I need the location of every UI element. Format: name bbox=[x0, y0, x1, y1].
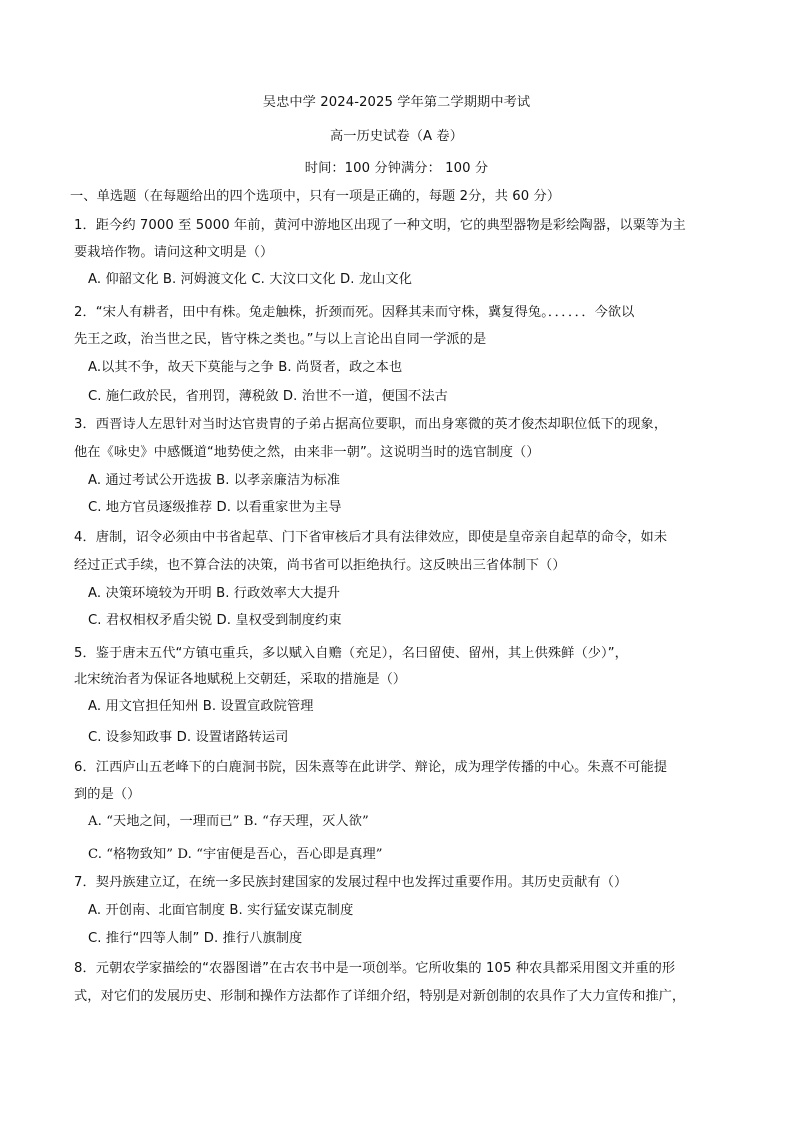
question-6-line-2: 到的是（） bbox=[74, 787, 141, 802]
exam-title: 吴忠中学 2024-2025 学年第二学期期中考试 bbox=[262, 95, 531, 110]
question-3-options-ab: A. 通过考试公开选拔 B. 以孝亲廉洁为标准 bbox=[88, 473, 341, 488]
question-6-line-1: 6．江西庐山五老峰下的白鹿洞书院，因朱熹等在此讲学、辩论，成为理学传播的中心。朱熹不可能提 bbox=[74, 760, 668, 775]
question-6-options-ab: A. “天地之间，一理而已” B. “存天理，灭人欲” bbox=[88, 814, 369, 829]
question-2-line-1: 2．“宋人有耕者，田中有株。兔走触株，折颈而死。因释其耒而守株，冀复得兔。．．．．．．今欲以 bbox=[74, 305, 635, 320]
question-4-options-ab: A. 决策环境较为开明 B. 行政效率大大提升 bbox=[88, 586, 341, 601]
question-1-line-2: 要栽培作物。请问这种文明是（） bbox=[74, 245, 274, 260]
question-5-options-cd: C. 设参知政事 D. 设置诸路转运司 bbox=[88, 730, 289, 745]
question-4-options-cd: C. 君权相权矛盾尖锐 D. 皇权受到制度约束 bbox=[88, 613, 342, 628]
question-8-line-2: 式，对它们的发展历史、形制和操作方法都作了详细介绍，特别是对新创制的农具作了大力宣传和推广， bbox=[74, 989, 686, 1004]
question-5-line-2: 北宋统治者为保证各地赋税上交朝廷，采取的措施是（） bbox=[74, 672, 407, 687]
question-2-options-cd: C. 施仁政於民，省刑罚，薄税敛 D. 治世不一道，便国不法古 bbox=[88, 389, 448, 404]
question-2-options-ab: A.以其不争，故天下莫能与之争 B. 尚贤者，政之本也 bbox=[88, 360, 403, 375]
question-5-line-1: 5．鉴于唐末五代“方镇屯重兵，多以赋入自赡（充足），名曰留使、留州，其上供殊鲜（少）”， bbox=[74, 646, 628, 661]
question-8-line-1: 8．元朝农学家描绘的“农器图谱”在古农书中是一项创举。它所收集的 105 种农具都采用图文并重的形 bbox=[74, 961, 676, 976]
question-2-line-2: 先王之政，治当世之民，皆守株之类也。”与以上言论出自同一学派的是 bbox=[74, 332, 487, 347]
question-5-options-ab: A. 用文官担任知州 B. 设置宣政院管理 bbox=[88, 699, 314, 714]
question-7-options-cd: C. 推行“四等人制” D. 推行八旗制度 bbox=[88, 931, 303, 946]
exam-subtitle: 高一历史试卷（A 卷） bbox=[330, 129, 463, 144]
question-4-line-2: 经过正式手续，也不算合法的决策，尚书省可以拒绝执行。这反映出三省体制下（） bbox=[74, 558, 566, 573]
question-7-line-1: 7．契丹族建立辽，在统一多民族封建国家的发展过程中也发挥过重要作用。其历史贡献有（） bbox=[74, 875, 628, 890]
section-heading: 一、单选题（在每题给出的四个选项中，只有一项是正确的，每题 2分，共 60 分） bbox=[70, 189, 561, 204]
question-3-options-cd: C. 地方官员逐级推荐 D. 以看重家世为主导 bbox=[88, 500, 342, 515]
exam-time-info: 时间：100 分钟满分： 100 分 bbox=[304, 161, 489, 176]
question-1-line-1: 1．距今约 7000 至 5000 年前，黄河中游地区出现了一种文明，它的典型器物是彩绘陶器，以粟等为主 bbox=[74, 218, 686, 233]
question-7-options-ab: A. 开创南、北面官制度 B. 实行猛安谋克制度 bbox=[88, 903, 354, 918]
question-3-line-2: 他在《咏史》中感慨道“地势使之然，由来非一朝”。这说明当时的选官制度（） bbox=[74, 445, 540, 460]
question-6-options-cd: C. “格物致知” D. “宇宙便是吾心，吾心即是真理” bbox=[88, 847, 383, 862]
question-4-line-1: 4．唐制，诏令必须由中书省起草、门下省审核后才具有法律效应，即使是皇帝亲自起草的命令，如未 bbox=[74, 530, 668, 545]
question-3-line-1: 3．西晋诗人左思针对当时达官贵胄的子弟占据高位要职，而出身寒微的英才俊杰却职位低下的现象， bbox=[74, 417, 668, 432]
question-1-options: A. 仰韶文化 B. 河姆渡文化 C. 大汶口文化 D. 龙山文化 bbox=[88, 272, 412, 287]
